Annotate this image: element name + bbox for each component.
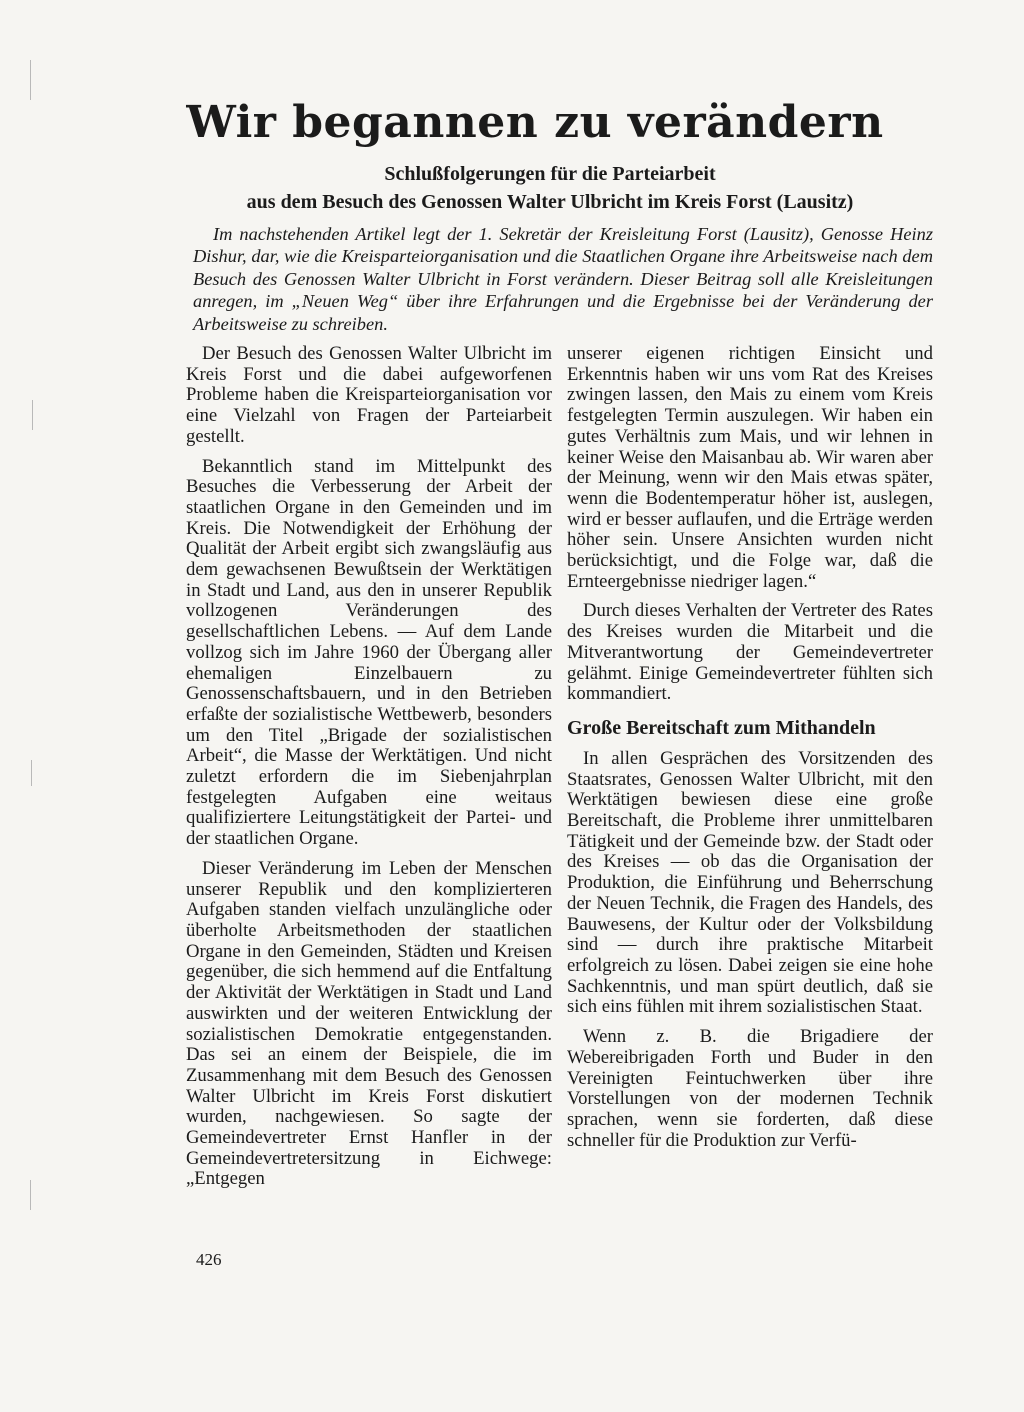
scan-margin-mark	[31, 760, 32, 786]
paragraph: In allen Gesprächen des Vorsitzenden des Staatsrates, Genossen Walter Ulbricht, mit den Werktätigen bewiesen diese eine große Bereitschaft, die Probleme ihrer unmittelbaren Tätigkeit und der Gemeinde bzw. der Stadt oder des Kreises — ob das die Organisation der Produktion, die Einführung und Beherrschung der Neuen Technik, die Fragen des Handels, des Bauwesens, der Kultur oder der Volksbildung sind — durch ihre praktische Mitarbeit erfolgreich zu lösen. Dabei zeigen sie eine hohe Sachkenntnis, und man spürt deutlich, daß sie sich eins fühlen mit ihrem sozialistischen Staat.	[567, 747, 933, 1018]
article-intro: Im nachstehenden Artikel legt der 1. Sekretär der Kreisleitung Forst (Lausitz), Genosse Heinz Dishur, dar, wie die Kreisparteiorganisation und die Staatlichen Organe ihre Arbeitsweise nach dem Besuch des Genossen Walter Ulbricht in Forst verändern. Dieser Beitrag soll alle Kreisleitungen anregen, im „Neuen Weg“ über ihre Erfahrungen und die Ergebnisse bei der Veränderung der Arbeitsweise zu schreiben.	[193, 224, 933, 334]
paragraph: Bekanntlich stand im Mittelpunkt des Besuches die Verbesserung der Arbeit der staatlichen Organe in den Gemeinden und im Kreis. Die Notwendigkeit der Erhöhung der Qualität der Arbeit ergibt sich zwangsläufig aus dem gewachsenen Bewußtsein der Werktätigen in Stadt und Land, aus den in unserer Republik vollzogenen Veränderungen des gesellschaftlichen Lebens. — Auf dem Lande vollzog sich im Jahre 1960 der Übergang aller ehemaligen Einzelbauern zu Genossenschaftsbauern, und in den Betrieben erfaßte der sozialistische Wettbewerb, besonders um den Titel „Brigade der sozialistischen Arbeit“, die Masse der Werktätigen. Und nicht zuletzt erfordern die im Siebenjahrplan festgelegten Aufgaben eine weitaus qualifiziertere Leitungstätigkeit der Partei- und der staatlichen Organe.	[186, 455, 552, 850]
right-column	[567, 344, 933, 1160]
article-title: Wir begannen zu verändern	[186, 97, 884, 148]
paragraph: Durch dieses Verhalten der Vertreter des Rates des Kreises wurden die Mitarbeit und die Mitverantwortung der Gemeindevertreter gelähmt. Einige Gemeindevertreter fühlten sich kommandiert.	[567, 600, 933, 705]
section-heading: Große Bereitschaft zum Mithandeln	[567, 716, 876, 739]
paragraph: Dieser Veränderung im Leben der Menschen unserer Republik und den komplizierteren Aufgaben standen vielfach unzulängliche oder überholte Arbeitsmethoden der staatlichen Organe in den Gemeinden, Städten und Kreisen gegenüber, die sich hemmend auf die Entfaltung der Aktivität der Werktätigen in Stadt und Land auswirkten und der weiteren Entwicklung der sozialistischen Demokratie entgegenstanden. Das sei an einem der Beispiele, die im Zusammenhang mit dem Besuch des Genossen Walter Ulbricht im Kreis Forst diskutiert wurden, nachgewiesen. So sagte der Gemeindevertreter Ernst Hanfler in der Gemeindevertretersitzung in Eichwege: „Entgegen	[186, 857, 552, 1190]
scan-margin-mark	[32, 400, 33, 430]
paragraph: unserer eigenen richtigen Einsicht und Erkenntnis haben wir uns vom Rat des Kreises zwingen lassen, den Mais zu einem vom Kreis festgelegten Termin auszulegen. Wir haben ein gutes Verhältnis zum Mais, und wir lehnen in keiner Weise den Maisanbau ab. Wir waren aber der Meinung, wenn wir den Mais etwas später, wenn die Bodentemperatur höher ist, auslegen, wird er besser auflaufen, und die Erträge werden höher sein. Unsere Ansichten wurden nicht berücksichtigt, und die Folge war, daß die Ernteergebnisse niedriger lagen.“	[567, 343, 933, 592]
article-subtitle	[180, 160, 920, 216]
paragraph: Der Besuch des Genossen Walter Ulbricht im Kreis Forst und die dabei aufgeworfenen Probleme haben die Kreisparteiorganisation vor eine Vielzahl von Fragen der Parteiarbeit gestellt.	[186, 343, 552, 447]
paragraph: Wenn z. B. die Brigadiere der Webereibrigaden Forth und Buder in den Vereinigten Feintuchwerken über ihre Vorstellungen von der modernen Technik sprachen, wenn sie forderten, daß diese schneller für die Produktion zur Verfü-	[567, 1026, 933, 1151]
page-number: 426	[196, 1250, 222, 1269]
subtitle-line-1: Schlußfolgerungen für die Parteiarbeit	[384, 163, 716, 185]
scan-margin-mark	[30, 1180, 31, 1210]
scan-margin-mark	[30, 60, 31, 100]
left-column	[186, 344, 552, 1199]
subtitle-line-2: aus dem Besuch des Genossen Walter Ulbricht im Kreis Forst (Lausitz)	[246, 191, 854, 213]
